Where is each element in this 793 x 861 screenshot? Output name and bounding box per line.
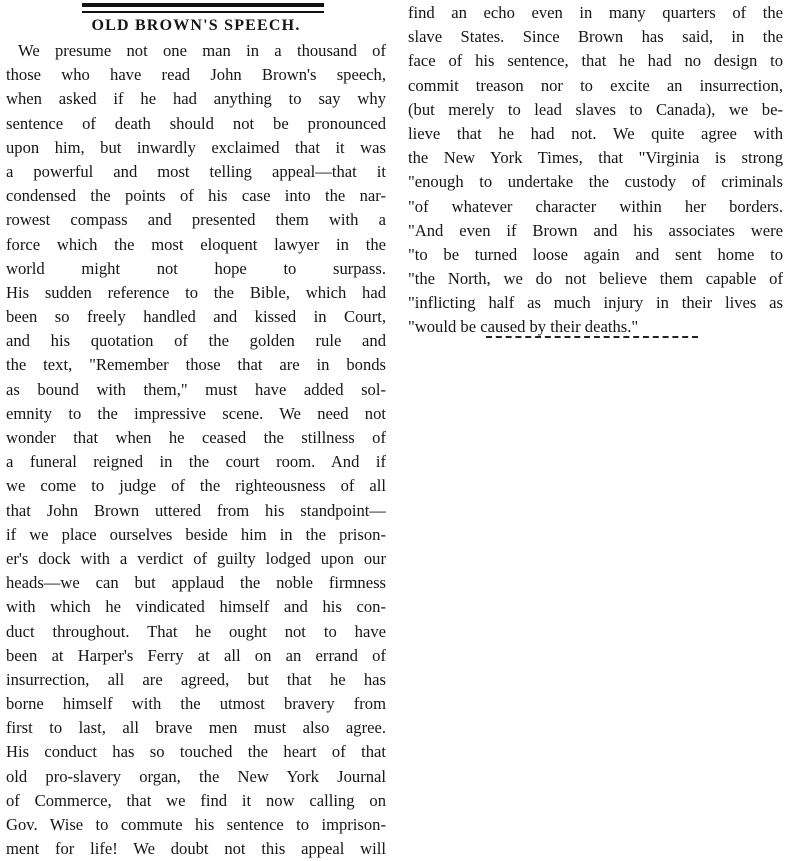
text-line: been at Harper's Ferry at all on an errand of (6, 645, 386, 665)
text-line: a funeral reigned in the court room. And if (6, 452, 386, 472)
text-line: the New York Times, that "Virginia is strong (408, 148, 783, 168)
text-line: slave States. Since Brown has said, in the (408, 27, 783, 47)
text-line: "And even if Brown and his associates were (408, 220, 783, 240)
text-line: old pro-slavery organ, the New York Journal (6, 766, 386, 786)
text-line: if we place ourselves beside him in the prison- (6, 524, 386, 544)
text-line: upon him, but inwardly exclaimed that it was (6, 137, 386, 157)
text-line: and his quotation of the golden rule and (6, 331, 386, 351)
text-line: with which he vindicated himself and his con- (6, 597, 386, 617)
text-line: We presume not one man in a thousand of (18, 41, 386, 60)
text-line: duct throughout. That he ought not to have (6, 621, 386, 641)
text-line: commit treason nor to excite an insurrection, (408, 75, 783, 95)
text-line: lieve that he had not. We quite agree with (408, 123, 783, 143)
text-line: wonder that when he ceased the stillness of (6, 428, 386, 447)
text-line: His conduct has so touched the heart of that (6, 742, 386, 762)
text-line: His sudden reference to the Bible, which had (6, 282, 386, 302)
headline-rule-thick (82, 3, 324, 7)
text-line: condensed the points of his case into the nar- (6, 186, 386, 206)
text-line: rowest compass and presented them with a (6, 210, 386, 230)
text-line: Gov. Wise to commute his sentence to imprison- (6, 815, 386, 834)
text-line: borne himself with the utmost bravery from (6, 694, 386, 714)
text-line: insurrection, all are agreed, but that he has (6, 669, 386, 689)
text-line: "to be turned loose again and sent home to (408, 244, 783, 264)
right-column-text (408, 1, 783, 340)
text-line: (but merely to lead slaves to Canada), we be- (408, 99, 783, 119)
text-line: er's dock with a verdict of guilty lodged upon our (6, 548, 386, 568)
text-line: force which the most eloquent lawyer in the (6, 234, 386, 254)
text-line: when asked if he had anything to say why (6, 89, 386, 109)
text-line: the text, "Remember those that are in bonds (6, 355, 386, 375)
text-line: a powerful and most telling appeal—that it (6, 161, 386, 181)
text-line: "of whatever character within her borders. (408, 196, 783, 216)
text-line: heads—we can but applaud the noble firmness (6, 573, 386, 593)
left-column-text (6, 39, 386, 861)
text-line: "would be caused by their deaths." (408, 317, 639, 337)
text-line: find an echo even in many quarters of the (408, 3, 783, 22)
text-line: of Commerce, that we find it now calling on (6, 790, 386, 810)
text-line: that John Brown uttered from his standpoint— (6, 500, 386, 520)
headline: OLD BROWN'S SPEECH. (91, 17, 301, 34)
text-line: ment for life! We doubt not this appeal will (6, 839, 386, 859)
headline-rule-thin (82, 11, 324, 13)
text-line: face of his sentence, that he had no design to (408, 51, 783, 71)
text-line: first to last, all brave men must also agree. (6, 718, 386, 738)
text-line: "the North, we do not believe them capable of (408, 269, 783, 289)
article-end-rule (486, 336, 698, 338)
text-line: we come to judge of the righteousness of all (6, 476, 386, 496)
text-line: been so freely handled and kissed in Court, (6, 307, 386, 327)
text-line: those who have read John Brown's speech, (6, 65, 386, 85)
text-line: "enough to undertake the custody of criminals (408, 172, 783, 192)
text-line: sentence of death should not be pronounced (6, 113, 386, 133)
text-line: world might not hope to surpass. (6, 258, 386, 278)
text-line: "inflicting half as much injury in their lives as (408, 293, 783, 313)
text-line: as bound with them," must have added sol- (6, 379, 386, 399)
text-line: emnity to the impressive scene. We need not (6, 403, 386, 423)
